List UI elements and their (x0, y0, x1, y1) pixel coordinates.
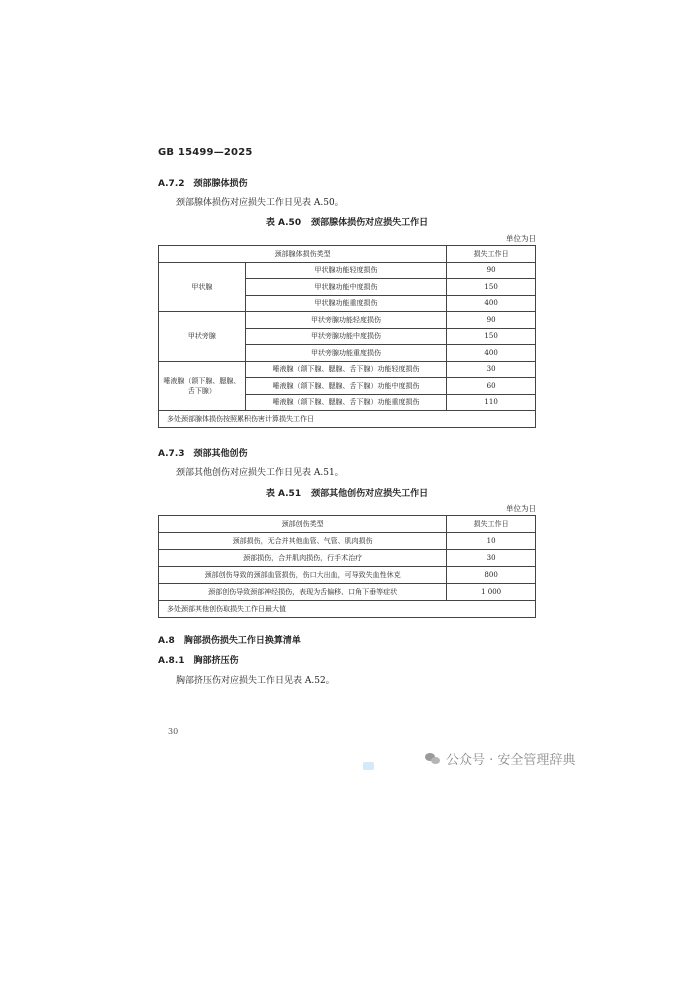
table-cell: 1 000 (447, 584, 536, 601)
group-label-line: 唾液腺（颌下腺、腮腺、 (163, 376, 241, 385)
group-cell (159, 361, 246, 411)
table-note: 多处颈部腺体损伤按照累积伤害计算损失工作日 (159, 411, 536, 428)
table-cell: 甲状腺功能轻度损伤 (245, 262, 446, 279)
column-header: 损失工作日 (447, 516, 536, 533)
table-row (159, 550, 536, 567)
table-note: 多处颈部其他创伤取损失工作日最大值 (159, 601, 536, 618)
section-number: A.7.2 (158, 179, 185, 189)
table-a50-caption (158, 215, 536, 228)
table-note-row (159, 601, 536, 618)
table-a51 (158, 515, 536, 618)
section-heading-a72 (158, 176, 248, 189)
section-number: A.7.3 (158, 449, 185, 459)
section-heading-a73 (158, 446, 248, 459)
table-row (159, 361, 536, 378)
column-header: 颈部创伤类型 (159, 516, 447, 533)
table-header-row (159, 246, 536, 263)
page-number: 30 (168, 727, 179, 736)
table-cell: 唾液腺（颌下腺、腮腺、舌下腺）功能中度损伤 (245, 378, 446, 395)
table-title: 颈部其他创伤对应损失工作日 (311, 489, 429, 499)
group-cell: 甲状腺 (159, 262, 246, 312)
table-number: 表 A.51 (265, 489, 302, 499)
table-cell: 150 (447, 279, 536, 296)
table-cell: 90 (447, 312, 536, 329)
section-title: 颈部其他创伤 (193, 449, 248, 459)
table-a50 (158, 245, 536, 428)
section-number: A.8.1 (158, 656, 185, 666)
column-header: 颈部腺体损伤类型 (159, 246, 447, 263)
table-cell: 30 (447, 361, 536, 378)
table-cell: 颈部损伤，合并肌肉损伤，行手术治疗 (159, 550, 447, 567)
table-cell: 甲状腺功能重度损伤 (245, 295, 446, 312)
table-row (159, 584, 536, 601)
group-cell: 甲状旁腺 (159, 312, 246, 362)
watermark-text: 公众号 · 安全管理辞典 (446, 753, 576, 768)
paragraph-a73: 颈部其他创伤对应损失工作日见表 A.51。 (176, 468, 344, 478)
table-cell: 10 (447, 533, 536, 550)
table-row (159, 312, 536, 329)
table-cell: 颈部创伤导致的颈部血管损伤，伤口大出血，可导致失血性休克 (159, 567, 447, 584)
table-header-row (159, 516, 536, 533)
section-heading-a8 (158, 633, 301, 646)
watermark (425, 749, 575, 768)
table-row (159, 262, 536, 279)
section-number: A.8 (158, 636, 175, 646)
table-cell: 400 (447, 295, 536, 312)
table-cell: 甲状旁腺功能中度损伤 (245, 328, 446, 345)
scan-mark (363, 762, 374, 770)
table-cell: 110 (447, 394, 536, 411)
section-title: 颈部腺体损伤 (193, 179, 248, 189)
table-cell: 颈部创伤导致颈部神经损伤，表现为舌偏移、口角下垂等症状 (159, 584, 447, 601)
table-number: 表 A.50 (265, 218, 302, 228)
section-heading-a81 (158, 653, 239, 666)
table-cell: 甲状腺功能中度损伤 (245, 279, 446, 296)
table-title: 颈部腺体损伤对应损失工作日 (311, 218, 429, 228)
table-cell: 150 (447, 328, 536, 345)
table-row (159, 533, 536, 550)
section-title: 胸部挤压伤 (193, 656, 239, 666)
table-cell: 甲状旁腺功能轻度损伤 (245, 312, 446, 329)
table-row (159, 567, 536, 584)
table-cell: 800 (447, 567, 536, 584)
table-note-row (159, 411, 536, 428)
table-a50-unit: 单位为日 (506, 234, 536, 243)
table-cell: 唾液腺（颌下腺、腮腺、舌下腺）功能轻度损伤 (245, 361, 446, 378)
standard-code: GB 15499—2025 (158, 147, 253, 158)
paragraph-a72: 颈部腺体损伤对应损失工作日见表 A.50。 (176, 198, 344, 208)
section-title: 胸部损伤损失工作日换算清单 (183, 636, 301, 646)
group-label-line: 舌下腺） (187, 386, 216, 395)
wechat-icon (425, 753, 441, 765)
table-cell: 400 (447, 345, 536, 362)
table-a51-unit: 单位为日 (506, 504, 536, 513)
table-cell: 唾液腺（颌下腺、腮腺、舌下腺）功能重度损伤 (245, 394, 446, 411)
table-cell: 30 (447, 550, 536, 567)
column-header: 损失工作日 (447, 246, 536, 263)
paragraph-a81: 胸部挤压伤对应损失工作日见表 A.52。 (176, 676, 335, 686)
table-cell: 90 (447, 262, 536, 279)
table-cell: 60 (447, 378, 536, 395)
table-cell: 颈部损伤，无合并其他血管、气管、肌肉损伤 (159, 533, 447, 550)
table-cell: 甲状旁腺功能重度损伤 (245, 345, 446, 362)
table-a51-caption (158, 486, 536, 499)
